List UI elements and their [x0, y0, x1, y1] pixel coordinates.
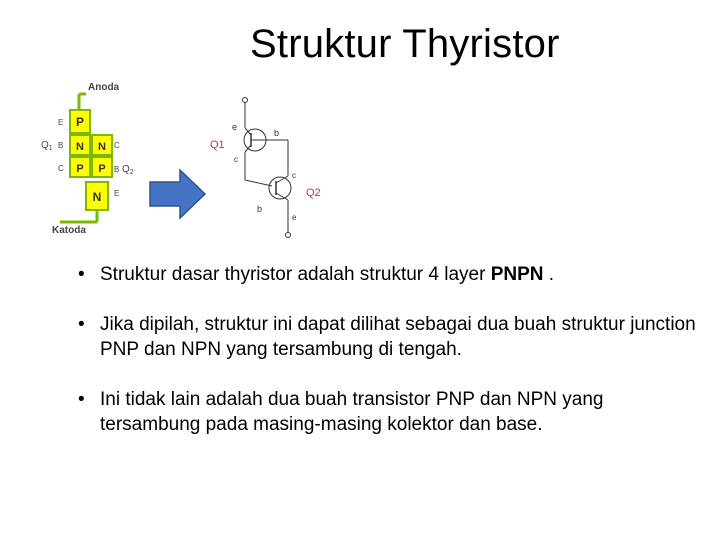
bullet-item: [78, 387, 708, 437]
thyristor-diagram: [0, 0, 720, 250]
q1-c-label: c: [234, 155, 238, 164]
q2-label: $Q_2$: [122, 164, 134, 176]
q2-transistor-label: Q2: [306, 187, 321, 199]
anode-label: Anoda: [88, 82, 120, 93]
bottom-terminal: [286, 233, 291, 238]
bullet-text-after: .: [543, 264, 555, 285]
terminal-right-b: B: [114, 165, 120, 174]
cathode-label: Katoda: [52, 225, 86, 236]
bullet-dot: •: [78, 314, 85, 335]
terminal-left-e: E: [58, 118, 64, 127]
bullet-dot: •: [78, 389, 85, 410]
q1-b-label: b: [274, 128, 280, 138]
layer-n-right-label: N: [98, 141, 106, 153]
layer-p-top-label: P: [75, 115, 85, 129]
q1-e-label: e: [232, 122, 238, 132]
transistor-schematic: [243, 98, 292, 238]
bullet-text: Struktur dasar thyristor adalah struktur 4 layer: [100, 264, 491, 285]
terminal-right-e: E: [114, 189, 120, 198]
q1-transistor-label: Q1: [210, 139, 225, 151]
bullet-list: [78, 262, 708, 437]
right-arrow-icon: [150, 170, 205, 218]
terminal-left-b: B: [58, 141, 64, 150]
layer-structure: [41, 82, 134, 236]
terminal-right-c: C: [114, 141, 120, 150]
q1-label: $Q_1$: [41, 140, 53, 152]
terminal-left-c: C: [58, 164, 64, 173]
top-terminal: [243, 98, 248, 103]
bullet-bold-text: PNPN: [490, 264, 544, 285]
bullet-text: Ini tidak lain adalah dua buah transistor PNP dan NPN yang tersambung pada masing-masing kolektor dan base.: [100, 389, 604, 435]
q2-c-label: c: [292, 171, 296, 180]
layer-n-bottom-label: N: [92, 190, 102, 204]
layer-p-left-label: P: [76, 163, 84, 175]
layer-p-right-label: P: [98, 163, 106, 175]
slide-title: Struktur Thyristor: [250, 22, 560, 66]
bullet-item: [78, 312, 708, 362]
bullet-text: Jika dipilah, struktur ini dapat dilihat sebagai dua buah struktur junction PNP dan NPN yang tersambung di tengah.: [100, 314, 696, 360]
q2-e-label: e: [292, 213, 297, 222]
bullet-item: [78, 262, 708, 287]
q2-b-label: b: [257, 204, 263, 214]
layer-n-left-label: N: [76, 141, 84, 153]
bullet-dot: •: [78, 264, 85, 285]
link-q1c-q2b: [245, 180, 272, 186]
